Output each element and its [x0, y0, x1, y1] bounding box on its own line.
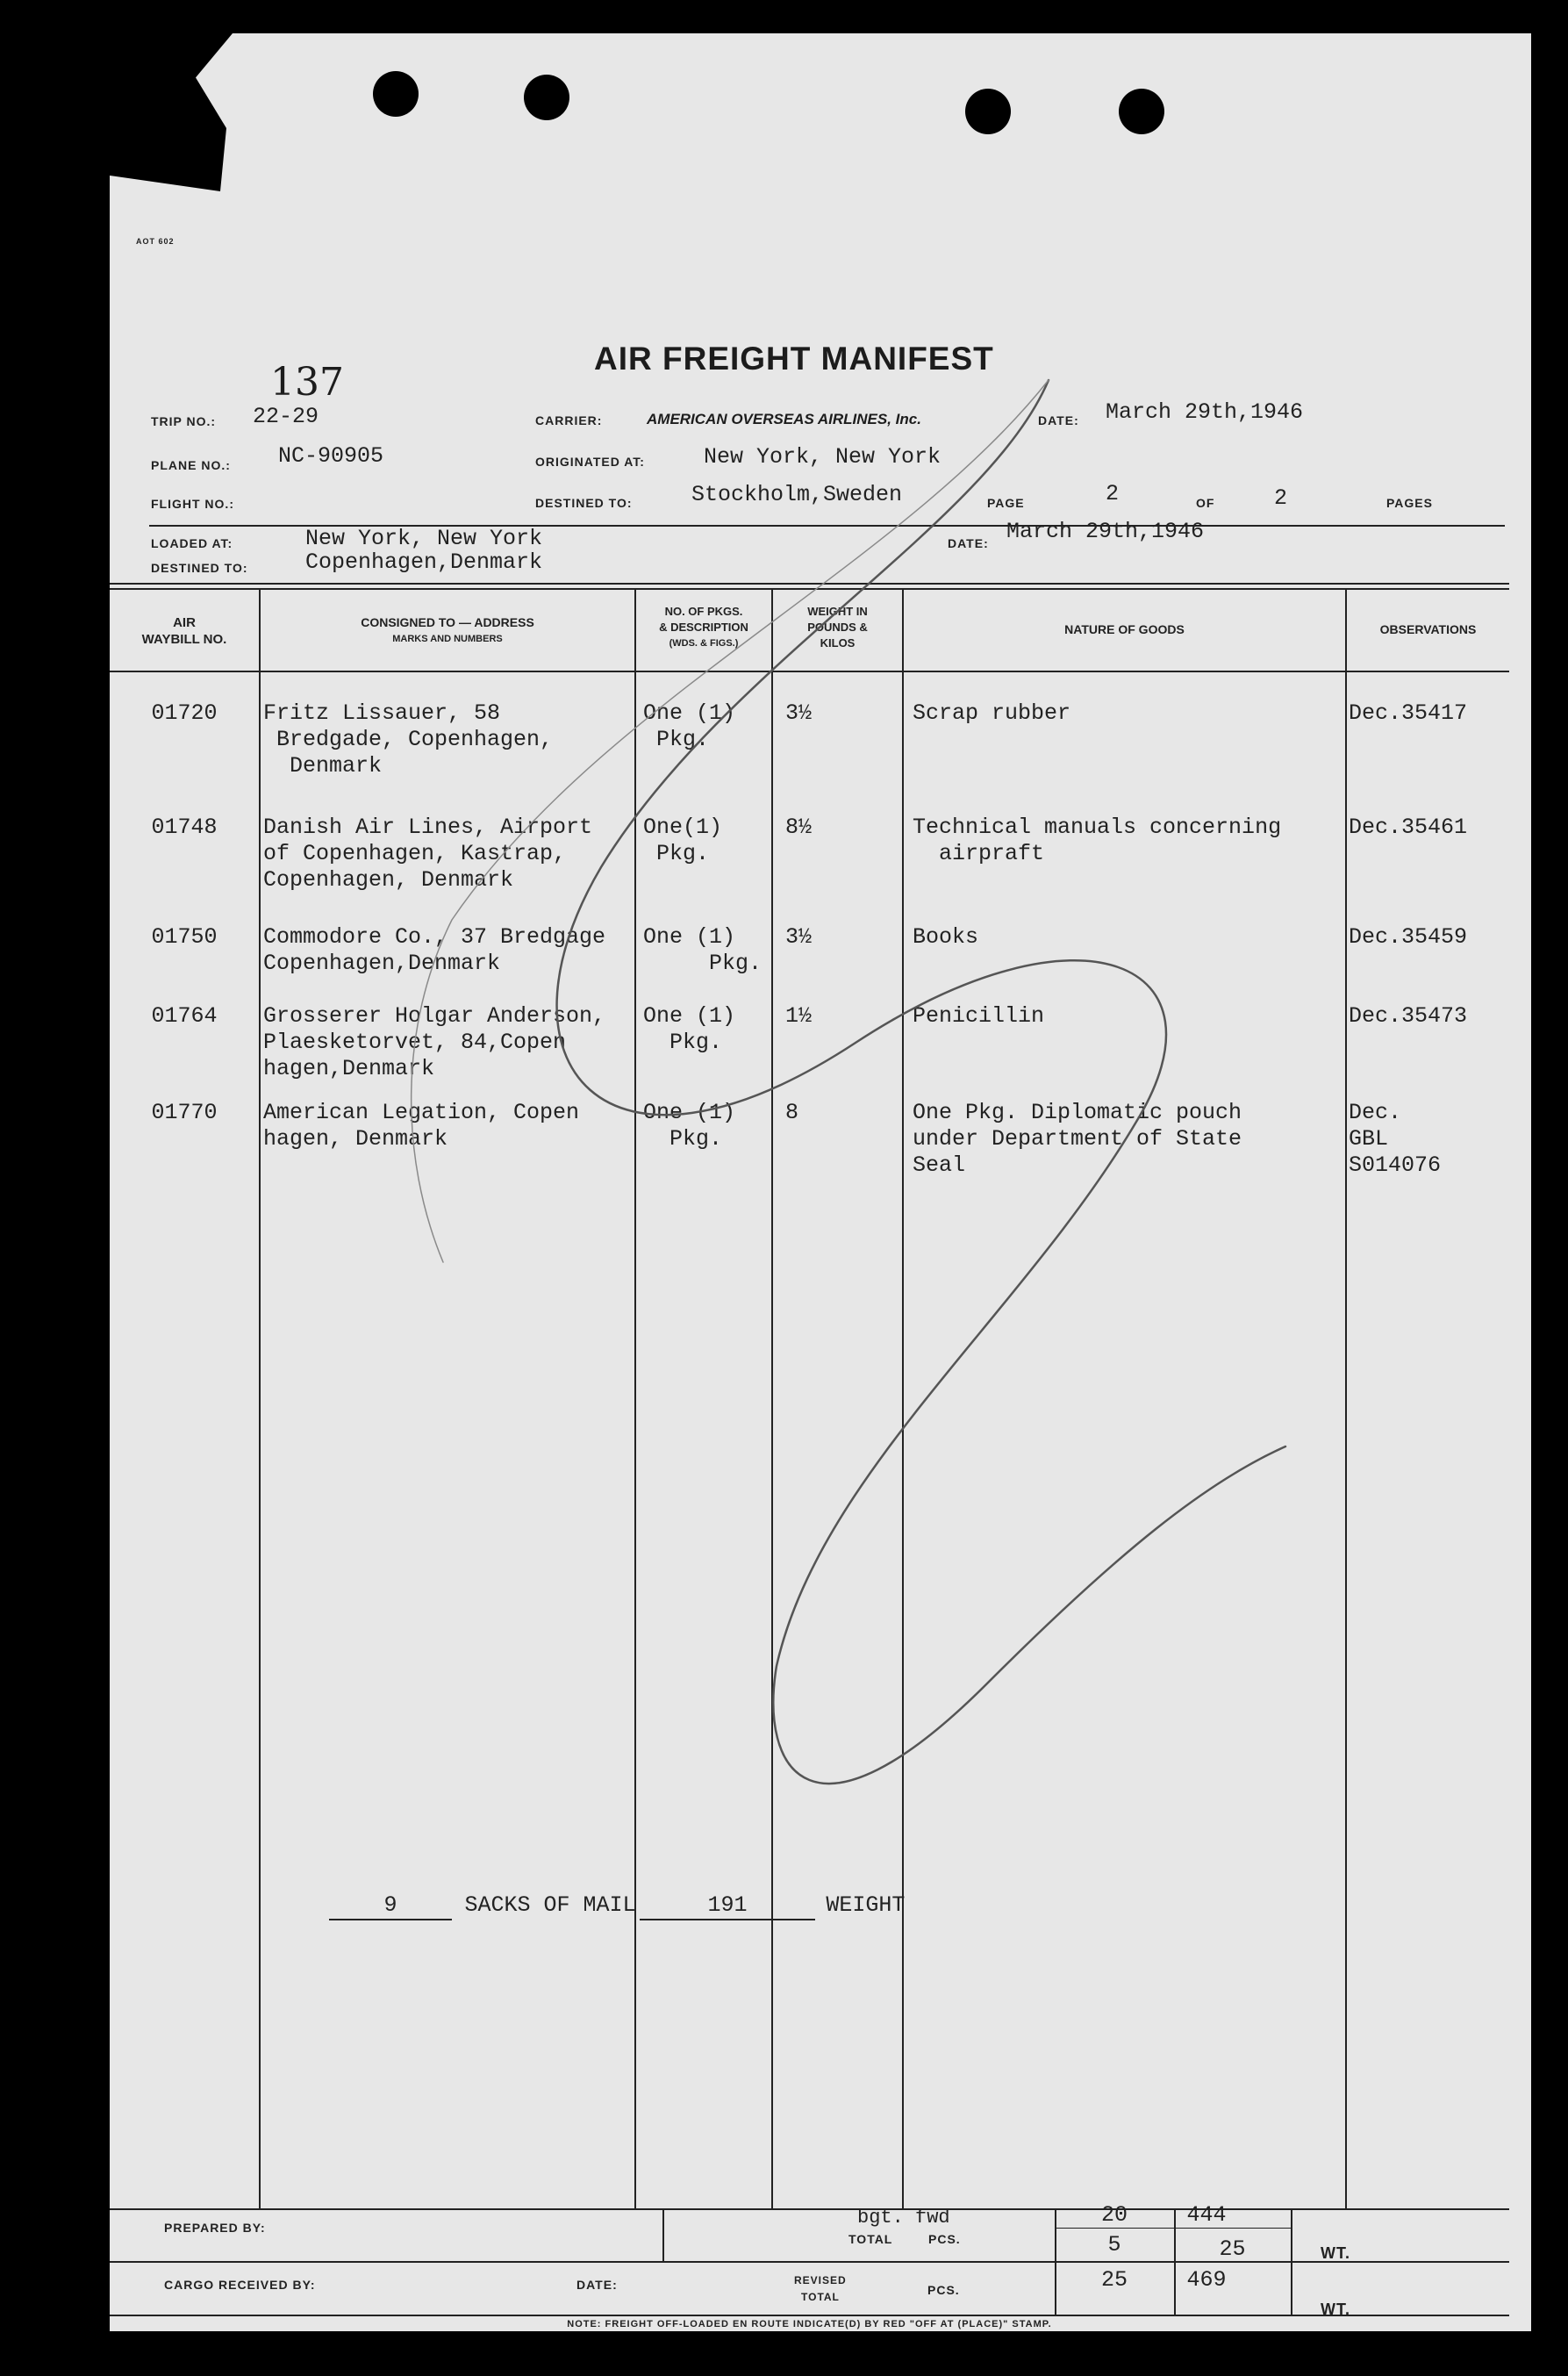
scribble-stroke [557, 380, 1288, 1784]
page-total: 2 [1274, 485, 1288, 511]
wt-label: WT. [1321, 2301, 1350, 2318]
carrier-label: CARRIER: [535, 413, 603, 427]
page-label: PAGE [987, 496, 1025, 510]
col-header-consigned: CONSIGNED TO — ADDRESS MARKS AND NUMBERS [361, 615, 534, 644]
manifest-sheet [110, 33, 1531, 2331]
carrier-name: AMERICAN OVERSEAS AIRLINES, Inc. [647, 411, 921, 427]
waybill-number: 01748 [151, 815, 218, 840]
total-label: TOTAL [848, 2232, 893, 2246]
consignee-address: Fritz Lissauer, 58 Bredgade, Copenhagen, Denmark [263, 700, 554, 779]
nature-of-goods: Penicillin [913, 1003, 1045, 1029]
waybill-number: 01770 [151, 1100, 218, 1125]
table-header-rule [110, 671, 1509, 672]
observation: Dec.35417 [1349, 700, 1468, 726]
revised-pcs: 25 [1100, 2267, 1128, 2293]
cargo-received-label: CARGO RECEIVED BY: [164, 2278, 316, 2292]
destined-to: Stockholm,Sweden [691, 482, 903, 507]
destined-to-2: Copenhagen,Denmark [305, 549, 543, 575]
loaded-at: New York, New York [305, 526, 543, 551]
total-pcs: 5 [1107, 2232, 1121, 2258]
package-weight: 3½ [785, 924, 813, 950]
table-top-rule [110, 583, 1509, 585]
col-divider [1345, 588, 1347, 2210]
page-number: 2 [1106, 481, 1120, 506]
footer-divider [662, 2208, 664, 2261]
of-label: OF [1196, 496, 1215, 510]
destined2-label: DESTINED TO: [151, 561, 248, 575]
destined-label: DESTINED TO: [535, 496, 633, 510]
col-header-observations: OBSERVATIONS [1379, 622, 1477, 636]
originated-label: ORIGINATED AT: [535, 455, 645, 469]
package-count: One (1) Pkg. [643, 1003, 736, 1055]
nature-of-goods: Technical manuals concerning airpraft [913, 815, 1282, 866]
footer-top-rule [110, 2208, 1509, 2210]
loaded-label: LOADED AT: [151, 536, 233, 550]
total-wt: 25 [1219, 2236, 1246, 2262]
observation: Dec.35473 [1349, 1003, 1468, 1029]
consignee-address: American Legation, Copen hagen, Denmark [263, 1100, 580, 1152]
mail-weight-label: WEIGHT [826, 1892, 906, 1918]
col-divider [634, 588, 636, 2210]
waybill-number: 01764 [151, 1003, 218, 1029]
package-count: One (1) Pkg. [643, 700, 736, 752]
handwritten-number: 137 [270, 360, 344, 405]
page-title: AIR FREIGHT MANIFEST [594, 341, 994, 377]
package-count: One (1) Pkg. [643, 1100, 736, 1152]
package-weight: 8½ [785, 815, 813, 840]
pages-label: PAGES [1386, 496, 1433, 510]
col-divider [902, 588, 904, 2210]
nature-of-goods: One Pkg. Diplomatic pouch under Department of State Seal [913, 1100, 1242, 1178]
trip-number: 22-29 [253, 404, 319, 429]
col-header-weight: WEIGHT IN POUNDS & KILOS [807, 605, 868, 650]
revised-total-label: TOTAL [801, 2291, 840, 2303]
footer-bottom-rule [110, 2315, 1509, 2316]
revised-wt: 469 [1186, 2267, 1227, 2293]
punch-hole [1119, 89, 1164, 134]
table-top-rule-2 [110, 588, 1509, 590]
torn-corner [110, 33, 233, 191]
consignee-address: Grosserer Holgar Anderson, Plaesketorvet, 84,Copen hagen,Denmark [263, 1003, 606, 1081]
consignee-address: Danish Air Lines, Airport of Copenhagen, Kastrap, Copenhagen, Denmark [263, 815, 593, 893]
package-weight: 1½ [785, 1003, 813, 1029]
observation: Dec. GBL S014076 [1349, 1100, 1442, 1178]
consignee-address: Commodore Co., 37 Bredgage Copenhagen,Denmark [263, 924, 606, 976]
col-header-pkgs: NO. OF PKGS. & DESCRIPTION (WDS. & FIGS.) [659, 605, 748, 649]
manifest-date: March 29th,1946 [1106, 399, 1304, 425]
waybill-number: 01720 [151, 700, 218, 726]
mail-sacks: 9 [329, 1892, 452, 1920]
col-divider [771, 588, 773, 2210]
package-count: One (1) Pkg. [643, 924, 763, 976]
bgt-fwd-label: bgt. fwd [857, 2207, 950, 2229]
observation: Dec.35461 [1349, 815, 1468, 840]
mail-line [329, 1892, 905, 1920]
mail-sacks-label: SACKS OF MAIL [464, 1892, 636, 1918]
mail-weight: 191 [640, 1892, 815, 1920]
flight-label: FLIGHT NO.: [151, 497, 234, 511]
footer-date-label: DATE: [576, 2278, 618, 2292]
waybill-number: 01750 [151, 924, 218, 950]
package-weight: 3½ [785, 700, 813, 726]
revised-pcs-label: PCS. [927, 2283, 960, 2297]
nature-of-goods: Books [913, 924, 979, 950]
form-code: AOT 602 [136, 237, 175, 246]
footer-mid-rule [110, 2261, 1509, 2263]
package-weight: 8 [785, 1100, 799, 1125]
date-2: March 29th,1946 [1006, 519, 1205, 544]
footer-divider [1291, 2208, 1292, 2315]
punch-hole [373, 71, 419, 117]
bgt-fwd-wt: 444 [1186, 2202, 1227, 2228]
wt-label: WT. [1321, 2244, 1350, 2262]
trip-label: TRIP NO.: [151, 414, 217, 428]
prepared-label: PREPARED BY: [164, 2221, 266, 2235]
col-header-waybill: AIR WAYBILL NO. [141, 615, 227, 647]
punch-hole [965, 89, 1011, 134]
revised-label: REVISED [794, 2274, 847, 2286]
footer-note: NOTE: FREIGHT OFF-LOADED EN ROUTE INDICATE(D) BY RED "OFF AT (PLACE)" STAMP. [567, 2319, 1052, 2329]
plane-label: PLANE NO.: [151, 458, 231, 472]
date-label: DATE: [1038, 413, 1079, 427]
package-count: One(1) Pkg. [643, 815, 723, 866]
punch-hole [524, 75, 569, 120]
col-header-nature: NATURE OF GOODS [1064, 622, 1185, 636]
pcs-label: PCS. [928, 2232, 961, 2246]
nature-of-goods: Scrap rubber [913, 700, 1071, 726]
originated-at: New York, New York [704, 444, 942, 470]
bgt-fwd-pcs: 20 [1100, 2202, 1128, 2228]
date2-label: DATE: [948, 536, 989, 550]
observation: Dec.35459 [1349, 924, 1468, 950]
col-divider [259, 588, 261, 2210]
plane-number: NC-90905 [278, 443, 384, 469]
